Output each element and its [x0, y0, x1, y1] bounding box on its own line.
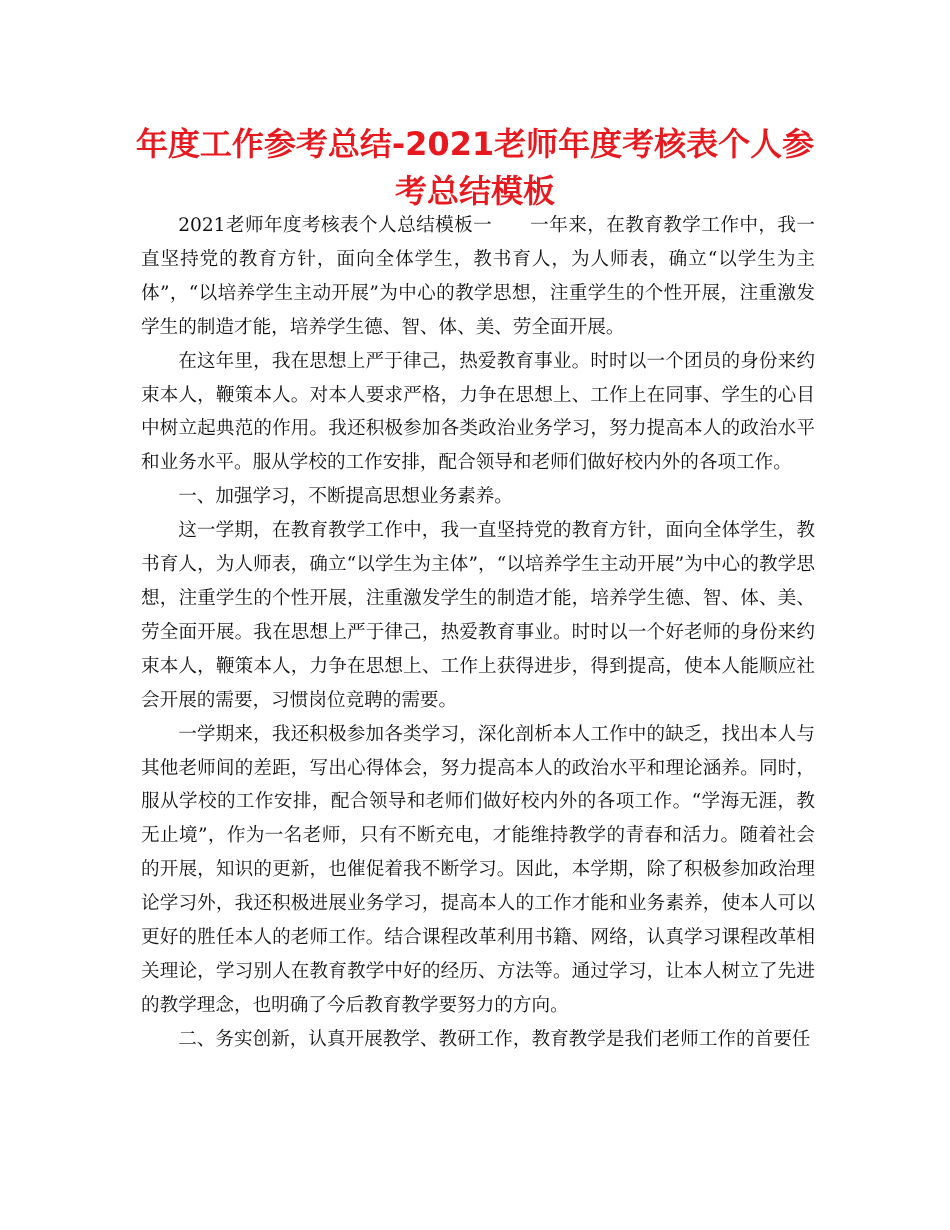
paragraph-3: 一、加强学习，不断提高思想业务素养。 [178, 486, 513, 508]
document-title: 年度工作参考总结-2021老师年度考核表个人参考总结模板 [135, 125, 815, 210]
paragraph-6: 二、务实创新，认真开展教学、教研工作，教育教学是我们老师工作的首要任 [178, 1028, 811, 1050]
paragraph-4: 这一学期，在教育教学工作中，我一直坚持党的教育方针，面向全体学生，教书育人，为人师表，确立“以学生为主体”，“以培养学生主动开展”为中心的教学思想，注重学生的个性开展，注重激发学生的制造才能，培养学生德、智、体、美、劳全面开展。我在思想上严于律己，热爱教育事业。时时以一个好老师的身份来约束本人，鞭策本人，力争在思想上、工作上获得进步，得到提高，使本人能顺应社会开展的需要，习惯岗位竞聘的需要。 [141, 520, 815, 711]
paragraph-1: 2021老师年度考核表个人总结模板一 一年来，在教育教学工作中，我一直坚持党的教育方针，面向全体学生，教书育人，为人师表，确立“以学生为主体”，“以培养学生主动开展”为中心的教学思想，注重学生的个性开展，注重激发学生的制造才能，培养学生德、智、体、美、劳全面开展。 [141, 215, 815, 338]
paragraph-5: 一学期来，我还积极参加各类学习，深化剖析本人工作中的缺乏，找出本人与其他老师间的差距，写出心得体会，努力提高本人的政治水平和理论涵养。同时，服从学校的工作安排，配合领导和老师们做好校内外的各项工作。“学海无涯，教无止境”，作为一名老师，只有不断充电，才能维持教学的青春和活力。随着社会的开展，知识的更新，也催促着我不断学习。因此，本学期，除了积极参加政治理论学习外，我还积极进展业务学习，提高本人的工作才能和业务素养，使本人可以更好的胜任本人的老师工作。结合课程改革利用书籍、网络，认真学习课程改革相关理论，学习别人在教育教学中好的经历、方法等。通过学习，让本人树立了先进的教学理念，也明确了今后教育教学要努力的方向。 [141, 723, 815, 1016]
document-body [141, 209, 815, 1057]
paragraph-2: 在这年里，我在思想上严于律己，热爱教育事业。时时以一个团员的身份来约束本人，鞭策本人。对本人要求严格，力争在思想上、工作上在同事、学生的心目中树立起典范的作用。我还积极参加各类政治业务学习，努力提高本人的政治水平和业务水平。服从学校的工作安排，配合领导和老师们做好校内外的各项工作。 [141, 350, 815, 474]
